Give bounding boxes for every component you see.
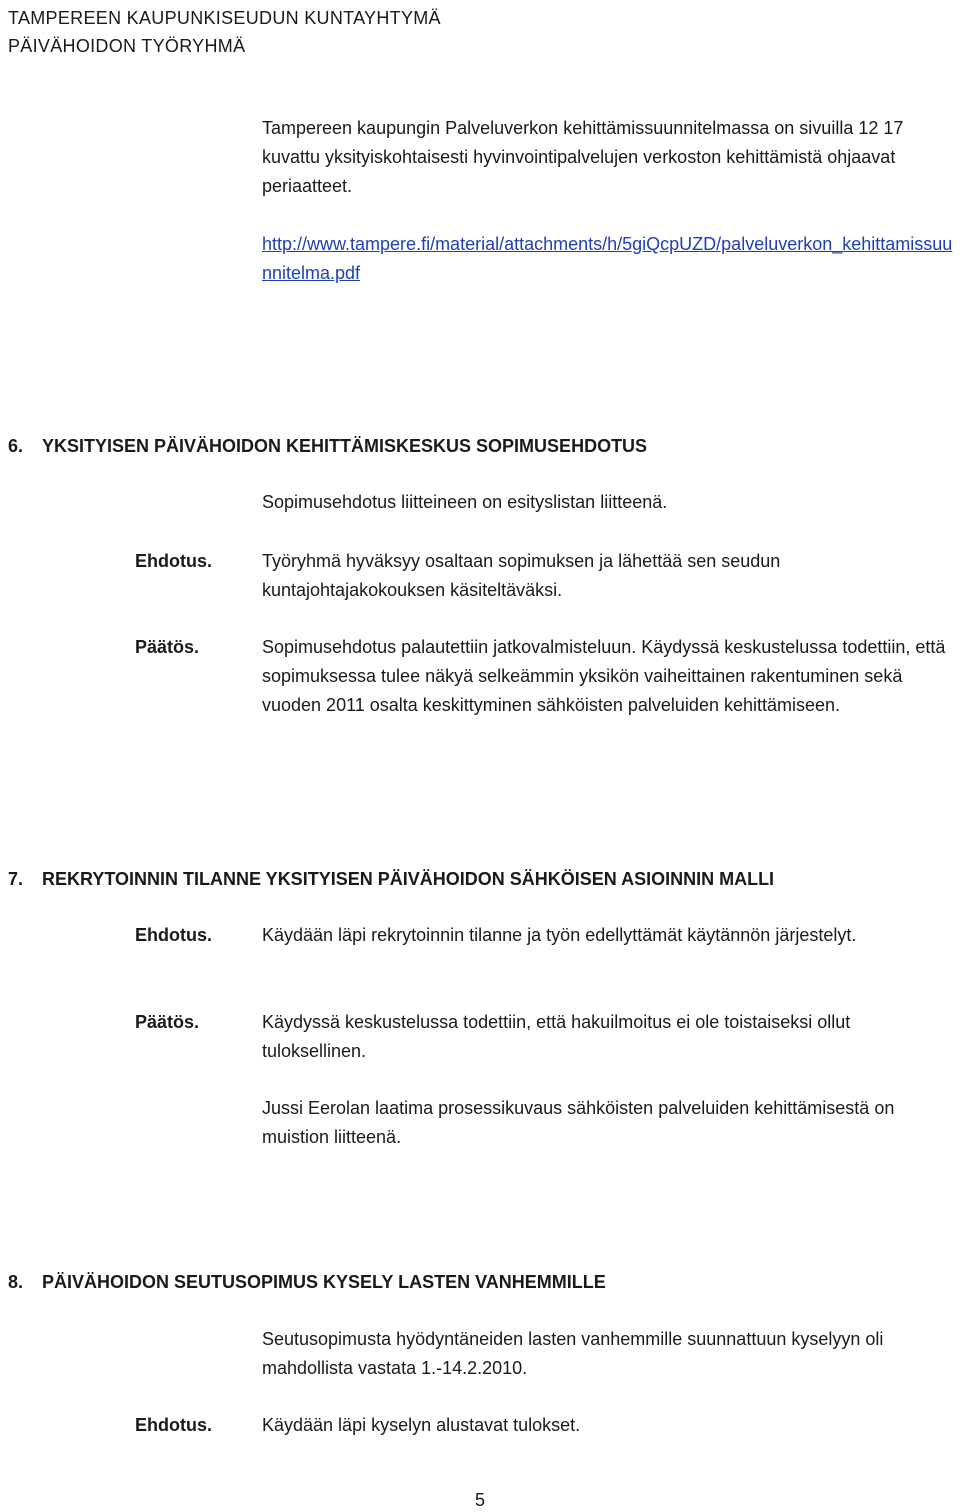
- section-8-intro: Seutusopimusta hyödyntäneiden lasten vanhemmille suunnattuun kyselyyn oli mahdollista vastata 1.-14.2.2010.: [262, 1329, 884, 1378]
- page-number: 5: [474, 1490, 485, 1510]
- section-7-title: REKRYTOINNIN TILANNE YKSITYISEN PÄIVÄHOIDON SÄHKÖISEN ASIOINNIN MALLI: [42, 869, 775, 889]
- intro-paragraph: Tampereen kaupungin Palveluverkon kehittämissuunnitelmassa on sivuilla 12 17 kuvattu yksityiskohtaisesti hyvinvointipalvelujen verkoston kehittämistä ohjaavat periaatteet.: [262, 118, 904, 196]
- section-6-number: 6.: [8, 436, 24, 456]
- section-7-heading: [8, 866, 953, 892]
- section-6-title: YKSITYISEN PÄIVÄHOIDON KEHITTÄMISKESKUS SOPIMUSEHDOTUS: [42, 436, 648, 456]
- section-6-decision-label: Päätös.: [135, 637, 200, 657]
- section-8-heading: [8, 1269, 953, 1295]
- section-7-note: Jussi Eerolan laatima prosessikuvaus sähköisten palveluiden kehittämisestä on muistion liitteenä.: [262, 1098, 895, 1147]
- section-8-number: 8.: [8, 1272, 24, 1292]
- section-7-decision: Käydyssä keskustelussa todettiin, että hakuilmoitus ei ole toistaiseksi ollut tuloksellinen.: [262, 1012, 851, 1061]
- section-8-proposal: Käydään läpi kyselyn alustavat tulokset.: [262, 1415, 581, 1435]
- section-8-title: PÄIVÄHOIDON SEUTUSOPIMUS KYSELY LASTEN VANHEMMILLE: [42, 1272, 606, 1292]
- section-6-decision: Sopimusehdotus palautettiin jatkovalmisteluun. Käydyssä keskustelussa todettiin, että sopimuksessa tulee näkyä selkeämmin yksikön vaiheittainen rakentuminen sekä vuoden 2011 osalta keskittyminen sähköisten palveluiden kehittämiseen.: [262, 637, 946, 715]
- section-6-proposal-label: Ehdotus.: [135, 551, 212, 571]
- attachment-link[interactable]: http://www.tampere.fi/material/attachments/h/5giQcpUZD/palveluverkon_kehittamissuunnitelma.pdf: [262, 234, 953, 283]
- group-name: PÄIVÄHOIDON TYÖRYHMÄ: [8, 36, 246, 56]
- intro-block: [262, 114, 954, 288]
- section-7-number: 7.: [8, 869, 24, 889]
- section-7-decision-label: Päätös.: [135, 1012, 200, 1032]
- document-header: [8, 4, 441, 60]
- section-7-proposal-label: Ehdotus.: [135, 925, 212, 945]
- section-6-proposal: Työryhmä hyväksyy osaltaan sopimuksen ja lähettää sen seudun kuntajohtajakokouksen käsiteltäväksi.: [262, 551, 781, 600]
- organization-name: TAMPEREEN KAUPUNKISEUDUN KUNTAYHTYMÄ: [8, 8, 441, 28]
- section-8-proposal-label: Ehdotus.: [135, 1415, 212, 1435]
- section-6-heading: [8, 433, 953, 459]
- section-7-proposal: Käydään läpi rekrytoinnin tilanne ja työn edellyttämät käytännön järjestelyt.: [262, 925, 857, 945]
- section-6-intro: Sopimusehdotus liitteineen on esityslistan liitteenä.: [262, 492, 668, 512]
